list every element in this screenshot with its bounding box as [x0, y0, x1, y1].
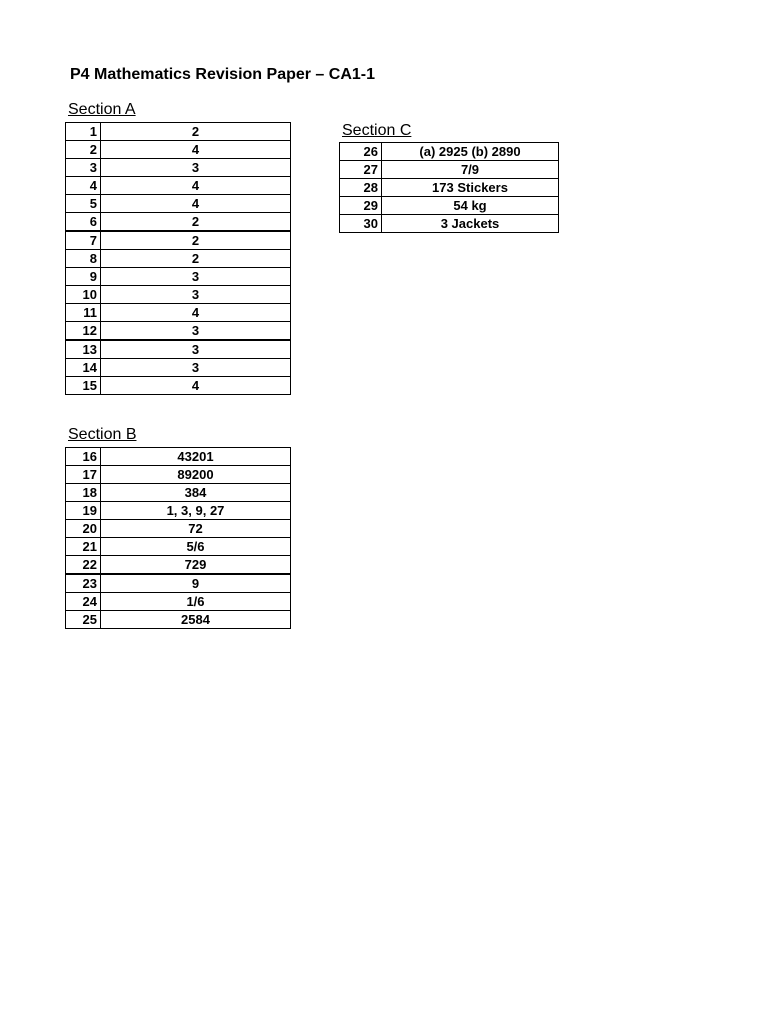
- question-number: 29: [340, 197, 382, 215]
- section-a-table: [65, 122, 291, 395]
- question-number: 30: [340, 215, 382, 233]
- question-number: 9: [66, 268, 101, 286]
- table-row: [66, 538, 291, 556]
- table-row: [66, 304, 291, 322]
- table-row: [340, 197, 559, 215]
- table-row: [66, 377, 291, 395]
- question-number: 8: [66, 250, 101, 268]
- answer-cell: 3: [101, 322, 291, 341]
- table-row: [66, 556, 291, 575]
- question-number: 10: [66, 286, 101, 304]
- table-row: [66, 141, 291, 159]
- table-row: [66, 213, 291, 232]
- question-number: 17: [66, 466, 101, 484]
- table-row: [66, 159, 291, 177]
- table-row: [66, 448, 291, 466]
- question-number: 18: [66, 484, 101, 502]
- answer-cell: 3: [101, 286, 291, 304]
- answer-cell: 3: [101, 340, 291, 359]
- answer-cell: 384: [101, 484, 291, 502]
- question-number: 7: [66, 231, 101, 250]
- question-number: 1: [66, 123, 101, 141]
- table-row: [66, 123, 291, 141]
- table-row: [66, 268, 291, 286]
- section-b-table: [65, 447, 291, 629]
- section-c-table: [339, 142, 559, 233]
- answer-cell: 72: [101, 520, 291, 538]
- table-row: [66, 484, 291, 502]
- answer-cell: 4: [101, 177, 291, 195]
- table-row: [66, 322, 291, 341]
- table-row: [66, 250, 291, 268]
- question-number: 13: [66, 340, 101, 359]
- question-number: 25: [66, 611, 101, 629]
- question-number: 14: [66, 359, 101, 377]
- answer-cell: 3: [101, 268, 291, 286]
- question-number: 16: [66, 448, 101, 466]
- question-number: 23: [66, 574, 101, 593]
- question-number: 21: [66, 538, 101, 556]
- table-row: [66, 466, 291, 484]
- question-number: 2: [66, 141, 101, 159]
- answer-cell: 5/6: [101, 538, 291, 556]
- answer-cell: 7/9: [382, 161, 559, 179]
- question-number: 11: [66, 304, 101, 322]
- question-number: 20: [66, 520, 101, 538]
- table-row: [66, 286, 291, 304]
- table-row: [66, 574, 291, 593]
- table-row: [66, 340, 291, 359]
- answer-cell: 4: [101, 304, 291, 322]
- question-number: 15: [66, 377, 101, 395]
- table-row: [340, 215, 559, 233]
- answer-cell: 9: [101, 574, 291, 593]
- question-number: 12: [66, 322, 101, 341]
- answer-cell: 173 Stickers: [382, 179, 559, 197]
- answer-cell: 2: [101, 123, 291, 141]
- answer-cell: 3: [101, 359, 291, 377]
- question-number: 19: [66, 502, 101, 520]
- answer-cell: 1, 3, 9, 27: [101, 502, 291, 520]
- question-number: 24: [66, 593, 101, 611]
- question-number: 22: [66, 556, 101, 575]
- table-row: [66, 177, 291, 195]
- table-row: [66, 195, 291, 213]
- question-number: 27: [340, 161, 382, 179]
- answer-cell: 4: [101, 377, 291, 395]
- table-row: [66, 520, 291, 538]
- table-row: [340, 179, 559, 197]
- table-row: [66, 359, 291, 377]
- table-row: [340, 143, 559, 161]
- answer-cell: 3: [101, 159, 291, 177]
- answer-cell: 43201: [101, 448, 291, 466]
- question-number: 3: [66, 159, 101, 177]
- table-row: [66, 231, 291, 250]
- question-number: 5: [66, 195, 101, 213]
- section-b-heading: Section B: [68, 426, 137, 443]
- answer-cell: (a) 2925 (b) 2890: [382, 143, 559, 161]
- answer-cell: 729: [101, 556, 291, 575]
- answer-cell: 2584: [101, 611, 291, 629]
- answer-cell: 3 Jackets: [382, 215, 559, 233]
- question-number: 6: [66, 213, 101, 232]
- answer-cell: 89200: [101, 466, 291, 484]
- page-title: P4 Mathematics Revision Paper – CA1-1: [70, 66, 376, 83]
- answer-cell: 4: [101, 141, 291, 159]
- question-number: 26: [340, 143, 382, 161]
- answer-cell: 2: [101, 213, 291, 232]
- question-number: 4: [66, 177, 101, 195]
- answer-cell: 2: [101, 231, 291, 250]
- table-row: [340, 161, 559, 179]
- table-row: [66, 593, 291, 611]
- answer-cell: 54 kg: [382, 197, 559, 215]
- answer-cell: 4: [101, 195, 291, 213]
- section-c-heading: Section C: [342, 122, 412, 139]
- section-a-heading: Section A: [68, 101, 136, 118]
- answer-cell: 2: [101, 250, 291, 268]
- answer-cell: 1/6: [101, 593, 291, 611]
- table-row: [66, 502, 291, 520]
- table-row: [66, 611, 291, 629]
- question-number: 28: [340, 179, 382, 197]
